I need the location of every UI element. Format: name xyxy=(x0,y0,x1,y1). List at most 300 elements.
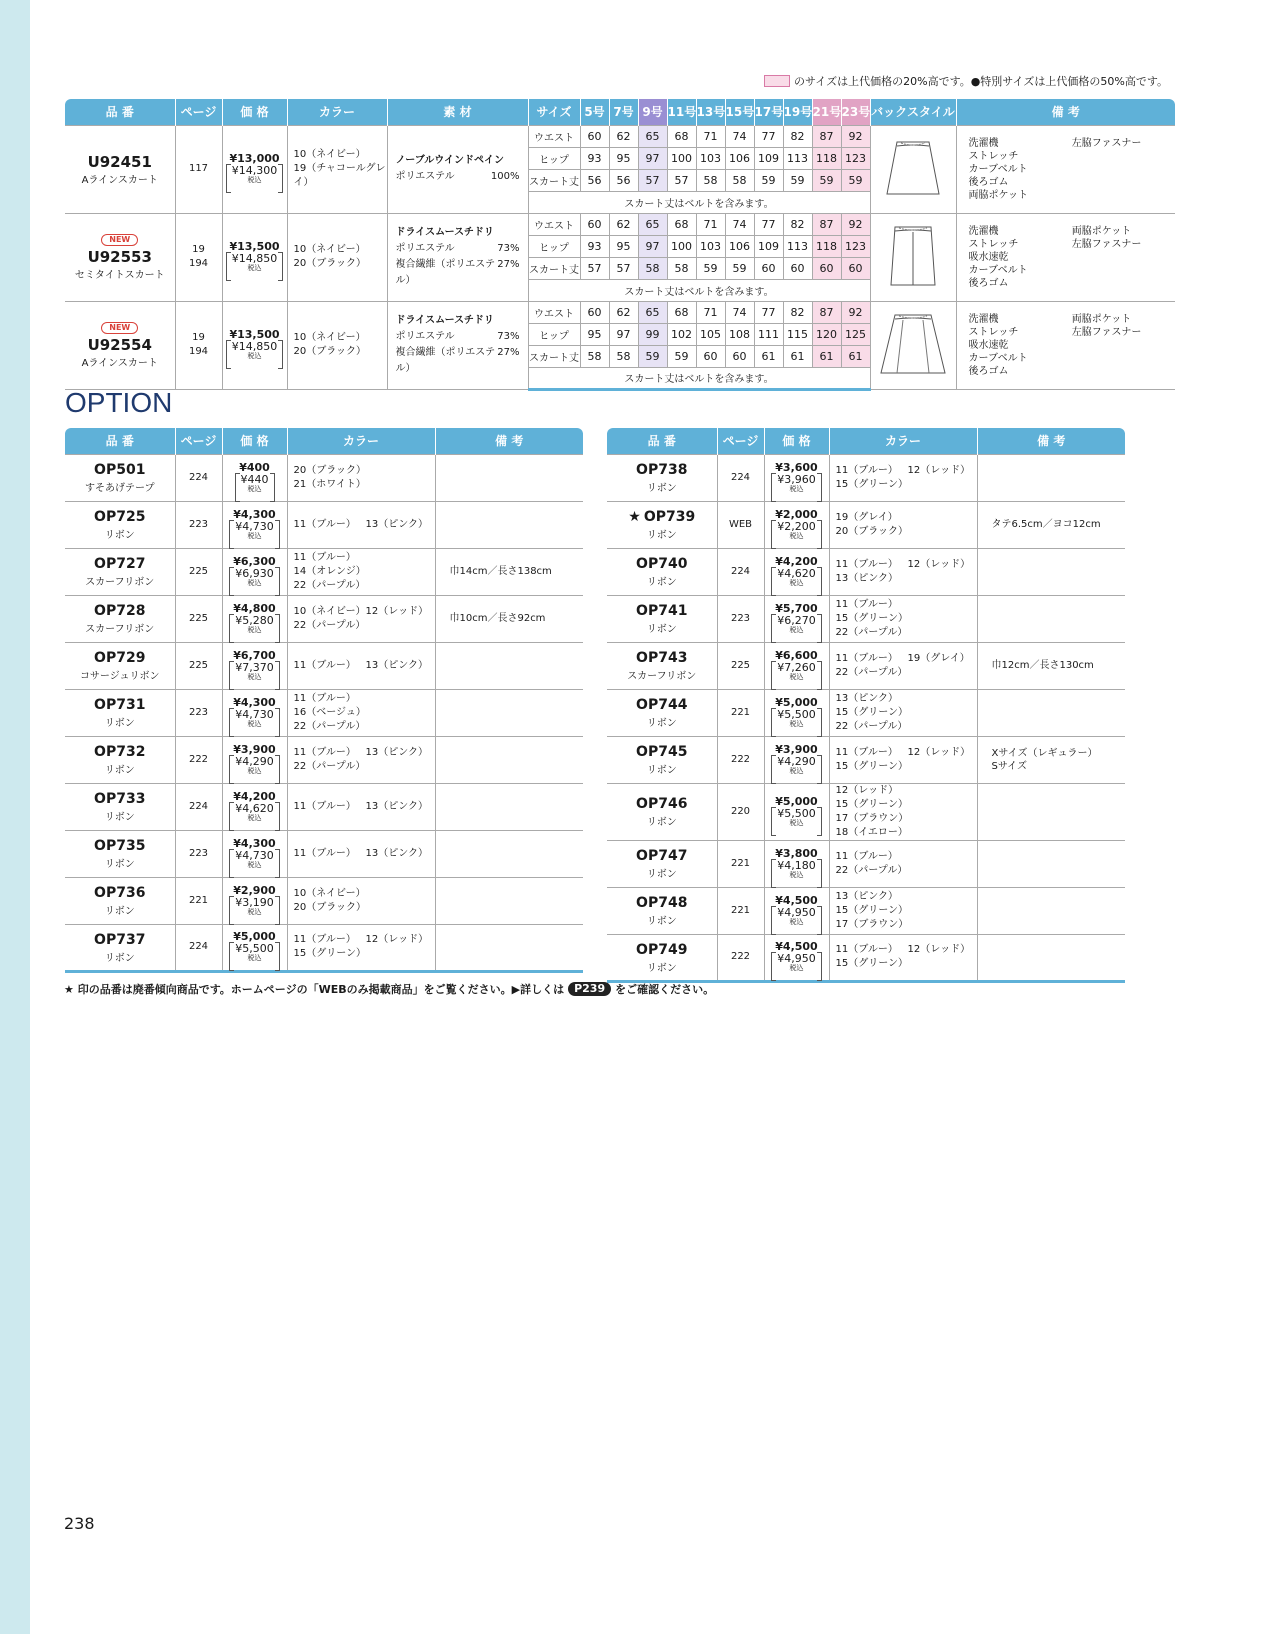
price-tax: ¥14,300 xyxy=(231,164,278,177)
price: ¥3,900 xyxy=(233,742,276,756)
colors-cell xyxy=(287,830,435,877)
product-code: U92451 xyxy=(87,152,152,171)
price-cell xyxy=(764,548,829,595)
size-value: 57 xyxy=(580,257,609,279)
size-value: 58 xyxy=(696,169,725,191)
size-value: 113 xyxy=(783,147,812,169)
material-percent: 73% xyxy=(497,331,520,342)
remark-item: 洗濯機 xyxy=(968,313,999,325)
price-tax: ¥4,290 xyxy=(777,754,816,768)
size-value: 59 xyxy=(783,169,812,191)
price-tax: ¥14,850 xyxy=(231,252,278,265)
price-tax-box xyxy=(229,521,280,540)
product-cell xyxy=(65,877,175,924)
price: ¥3,600 xyxy=(775,460,818,474)
remark-cell xyxy=(977,689,1125,736)
product-code: OP739 xyxy=(643,509,696,525)
colors-cell xyxy=(829,783,977,840)
remark-cell xyxy=(977,501,1125,548)
remark-cell xyxy=(977,548,1125,595)
remark-item: 洗濯機 xyxy=(968,225,999,237)
size-value: 60 xyxy=(754,257,783,279)
table-row xyxy=(607,783,1125,840)
color-item: 11（ブルー） xyxy=(293,551,356,563)
tax-label: 税込 xyxy=(247,954,262,962)
colors-cell xyxy=(287,924,435,971)
product-name: Aラインスカート xyxy=(81,174,158,186)
product-code: OP744 xyxy=(636,697,688,713)
size-value: 93 xyxy=(580,235,609,257)
price-tax: ¥4,730 xyxy=(235,707,274,721)
product-name: コサージュリボン xyxy=(79,671,160,682)
remark-item: 両脇ポケット xyxy=(968,189,1028,201)
price: ¥4,500 xyxy=(775,893,818,907)
tax-label: 税込 xyxy=(789,766,804,775)
product-cell xyxy=(607,736,717,783)
price-tax-box xyxy=(226,253,284,272)
price-cell xyxy=(764,689,829,736)
size-value: 95 xyxy=(609,235,638,257)
color-item: 11（ブルー） xyxy=(293,746,356,758)
price-tax-box xyxy=(771,808,822,827)
price-tax-box xyxy=(229,897,280,916)
color-item: 20（ブラック） xyxy=(293,346,367,357)
color-item: 13（ピンク） xyxy=(365,518,429,530)
table-row xyxy=(65,595,583,642)
product-cell xyxy=(65,783,175,830)
color-item: 20（ブラック） xyxy=(835,525,909,537)
tax-label: 税込 xyxy=(247,907,262,916)
product-name: リボン xyxy=(646,483,677,494)
product-name: リボン xyxy=(104,906,135,917)
table-row xyxy=(65,736,583,783)
page-cell: 223 xyxy=(175,689,222,736)
size-value: 99 xyxy=(638,323,667,345)
color-item: 11（ブルー） xyxy=(835,598,898,610)
header-cell: 21号 xyxy=(812,99,841,125)
size-label: ヒップ xyxy=(528,147,580,169)
remark-item: 後ろゴム xyxy=(968,277,1009,289)
product-name: リボン xyxy=(646,962,677,974)
colors-cell xyxy=(829,887,977,934)
header-cell: ページ xyxy=(175,428,222,454)
color-item: 16（ベージュ） xyxy=(293,706,366,718)
product-cell xyxy=(607,689,717,736)
size-value: 71 xyxy=(696,213,725,235)
size-value: 56 xyxy=(609,169,638,191)
price-tax: ¥4,730 xyxy=(235,848,274,862)
page-ref: 117 xyxy=(188,163,209,174)
tax-label: 税込 xyxy=(247,352,262,360)
color-item: 22（パープル） xyxy=(835,720,908,732)
header-cell: 備 考 xyxy=(977,428,1125,454)
remark-item xyxy=(1072,176,1175,189)
product-cell xyxy=(65,736,175,783)
star-icon: ★ xyxy=(628,509,641,525)
option-title: OPTION xyxy=(65,387,173,418)
color-item: 13（ピンク） xyxy=(365,800,429,812)
color-item: 14（オレンジ） xyxy=(293,565,366,577)
table-row xyxy=(607,736,1125,783)
page-cell: 223 xyxy=(175,830,222,877)
material-percent: 100% xyxy=(490,171,520,182)
color-item: 17（ブラウン） xyxy=(835,918,909,930)
price-tax-box xyxy=(235,474,275,493)
product-cell xyxy=(65,689,175,736)
product-name: リボン xyxy=(646,530,677,541)
size-value: 60 xyxy=(812,257,841,279)
colors-cell xyxy=(287,125,387,213)
remark-item: 後ろゴム xyxy=(968,365,1009,377)
tax-label: 税込 xyxy=(789,578,804,587)
header-cell: 19号 xyxy=(783,99,812,125)
tax-label: 税込 xyxy=(789,719,804,728)
table-row xyxy=(607,887,1125,934)
option-table-right xyxy=(607,428,1125,983)
price-tax-box xyxy=(771,756,822,775)
page-ref: 19 194 xyxy=(188,244,209,269)
price: ¥3,800 xyxy=(775,846,818,860)
size-value: 113 xyxy=(783,235,812,257)
size-value: 118 xyxy=(812,147,841,169)
page-cell: 223 xyxy=(717,595,764,642)
colors-cell xyxy=(287,642,435,689)
remarks-cell xyxy=(956,213,1175,301)
page-ref-pill[interactable]: P239 xyxy=(568,982,611,996)
colors-cell xyxy=(829,736,977,783)
price-cell xyxy=(222,642,287,689)
price-tax-box xyxy=(226,341,284,360)
size-value: 59 xyxy=(638,345,667,367)
remark-item xyxy=(1072,277,1175,290)
color-item: 15（グリーン） xyxy=(835,706,909,718)
back-style-cell xyxy=(870,125,956,213)
remark-item: ストレッチ xyxy=(968,238,1019,250)
remarks-cell xyxy=(956,125,1175,213)
size-value: 57 xyxy=(638,169,667,191)
product-code: OP725 xyxy=(94,509,146,525)
size-value: 60 xyxy=(580,213,609,235)
colors-cell xyxy=(287,783,435,830)
remark-item: 両脇ポケット xyxy=(1071,313,1132,325)
tax-label: 税込 xyxy=(247,531,262,540)
size-label: スカート丈 xyxy=(528,169,580,191)
size-value: 108 xyxy=(725,323,754,345)
size-value: 92 xyxy=(841,125,870,147)
price: ¥2,900 xyxy=(233,883,276,897)
color-item: 22（パープル） xyxy=(293,720,366,732)
product-name: リボン xyxy=(646,765,677,776)
product-cell xyxy=(607,454,717,501)
page-cell: 220 xyxy=(717,783,764,840)
size-value: 87 xyxy=(812,125,841,147)
size-value: 95 xyxy=(580,323,609,345)
size-value: 105 xyxy=(696,323,725,345)
remark-text: Xサイズ（レギュラー） Sサイズ xyxy=(991,747,1098,772)
price-tax: ¥7,260 xyxy=(777,660,816,674)
size-value: 59 xyxy=(667,345,696,367)
colors-cell xyxy=(287,689,435,736)
page-cell xyxy=(175,125,222,213)
remark-cell xyxy=(977,840,1125,887)
price-cell xyxy=(222,548,287,595)
size-value: 100 xyxy=(667,147,696,169)
price-cell xyxy=(222,595,287,642)
remark-cell xyxy=(435,642,583,689)
price: ¥5,000 xyxy=(233,930,276,943)
price-cell xyxy=(764,887,829,934)
colors-cell xyxy=(829,642,977,689)
product-cell xyxy=(65,301,175,389)
color-item: 12（レッド） xyxy=(907,464,971,476)
color-item: 22（パープル） xyxy=(835,666,908,678)
product-name: リボン xyxy=(646,817,677,828)
material-cell xyxy=(387,125,528,213)
color-item: 15（グリーン） xyxy=(835,760,909,772)
page-cell: 224 xyxy=(175,924,222,971)
color-item: 22（パープル） xyxy=(293,579,366,591)
table-row xyxy=(607,934,1125,981)
tax-label: 税込 xyxy=(789,964,804,972)
color-item: 19（グレイ） xyxy=(835,511,898,523)
tax-label: 税込 xyxy=(247,672,262,681)
price-tax: ¥4,620 xyxy=(777,566,816,580)
product-code: OP732 xyxy=(94,744,146,760)
size-value: 61 xyxy=(754,345,783,367)
legend-text: のサイズは上代価格の20%高です。●特別サイズは上代価格の50%高です。 xyxy=(794,75,1168,88)
size-label: スカート丈 xyxy=(528,257,580,279)
price-tax-box xyxy=(229,756,280,775)
size-value: 92 xyxy=(841,301,870,323)
footer-text-a: ★ 印の品番は廃番傾向商品です。ホームページの「WEBのみ掲載商品」をご覧ください。▶詳しくは xyxy=(64,983,565,996)
price-cell xyxy=(764,840,829,887)
size-value: 115 xyxy=(783,323,812,345)
price-cell xyxy=(764,783,829,840)
color-item: 22（パープル） xyxy=(293,760,366,772)
product-cell xyxy=(607,934,717,981)
color-item: 20（ブラック） xyxy=(293,258,367,269)
product-cell xyxy=(65,548,175,595)
header-cell: ページ xyxy=(717,428,764,454)
colors-cell xyxy=(287,595,435,642)
remark-item: カーブベルト xyxy=(968,352,1028,364)
size-value: 95 xyxy=(609,147,638,169)
product-name: リボン xyxy=(646,718,677,729)
material-name: ドライスムースチドリ xyxy=(395,227,494,238)
product-code: OP747 xyxy=(636,848,688,864)
colors-cell xyxy=(287,454,435,501)
color-item: 11（ブルー） xyxy=(835,850,898,862)
size-value: 97 xyxy=(609,323,638,345)
tax-label: 税込 xyxy=(247,719,262,728)
color-item: 12（レッド） xyxy=(907,558,971,570)
size-label: ヒップ xyxy=(528,323,580,345)
price-tax-box xyxy=(771,907,822,926)
table-row xyxy=(607,501,1125,548)
colors-cell xyxy=(829,595,977,642)
price-tax: ¥7,370 xyxy=(235,660,274,674)
price-tax: ¥440 xyxy=(240,472,269,486)
product-cell xyxy=(607,840,717,887)
page-ref: 19 194 xyxy=(188,332,209,357)
size-value: 93 xyxy=(580,147,609,169)
price: ¥2,000 xyxy=(775,507,818,521)
price-tax: ¥3,960 xyxy=(777,472,816,486)
table-row xyxy=(65,877,583,924)
price: ¥5,000 xyxy=(775,695,818,709)
size-value: 109 xyxy=(754,235,783,257)
remark-cell xyxy=(435,877,583,924)
material-percent: 27% xyxy=(497,259,520,270)
remark-cell xyxy=(435,595,583,642)
product-cell xyxy=(65,595,175,642)
size-value: 60 xyxy=(696,345,725,367)
product-cell xyxy=(65,213,175,301)
remark-item xyxy=(1072,251,1175,264)
price-tax: ¥14,850 xyxy=(231,340,278,353)
product-name: リボン xyxy=(646,916,677,927)
header-cell: ページ xyxy=(175,99,222,125)
size-value: 60 xyxy=(580,125,609,147)
size-label: ウエスト xyxy=(528,301,580,323)
page-cell xyxy=(175,213,222,301)
price-cell xyxy=(222,924,287,971)
remark-item xyxy=(1072,163,1175,176)
remark-cell xyxy=(435,924,583,971)
product-code: OP733 xyxy=(94,791,146,807)
color-item: 12（レッド） xyxy=(365,934,429,945)
tax-label: 税込 xyxy=(247,860,262,869)
price: ¥4,300 xyxy=(233,695,276,709)
price-tax: ¥4,950 xyxy=(777,905,816,919)
color-item: 10（ネイビー） xyxy=(293,332,366,343)
remark-item xyxy=(1072,352,1175,365)
size-value: 100 xyxy=(667,235,696,257)
price: ¥4,200 xyxy=(233,789,276,803)
size-value: 87 xyxy=(812,213,841,235)
product-code: OP729 xyxy=(94,650,146,666)
price-tax-box xyxy=(771,568,822,587)
remark-text: タテ6.5cm／ヨコ12cm xyxy=(991,519,1101,530)
size-value: 77 xyxy=(754,125,783,147)
back-style-cell xyxy=(870,301,956,389)
price-tax: ¥4,620 xyxy=(235,801,274,815)
material-cell xyxy=(387,213,528,301)
product-name: スカーフリボン xyxy=(85,577,155,588)
color-item: 11（ブルー） xyxy=(835,746,898,758)
new-badge: NEW xyxy=(101,234,138,246)
price: ¥4,800 xyxy=(233,601,276,615)
material-fiber: ポリエステル xyxy=(395,331,455,342)
table-row xyxy=(65,830,583,877)
header-cell: 価 格 xyxy=(764,428,829,454)
color-item: 22（パープル） xyxy=(835,626,908,638)
product-cell xyxy=(607,887,717,934)
remark-text: 巾10cm／長さ92cm xyxy=(449,613,546,624)
size-value: 59 xyxy=(725,257,754,279)
colors-cell xyxy=(829,454,977,501)
product-code: OP501 xyxy=(94,462,146,478)
size-value: 58 xyxy=(667,257,696,279)
size-value: 59 xyxy=(812,169,841,191)
material-fiber: ポリエステル xyxy=(395,243,455,254)
size-value: 71 xyxy=(696,301,725,323)
product-code: OP743 xyxy=(636,650,688,666)
header-cell: サイズ xyxy=(528,99,580,125)
remark-cell xyxy=(977,595,1125,642)
color-item: 15（グリーン） xyxy=(835,798,909,810)
page-cell: 224 xyxy=(717,454,764,501)
page-cell: 225 xyxy=(717,642,764,689)
product-code: OP727 xyxy=(94,556,146,572)
size-value: 74 xyxy=(725,125,754,147)
product-cell xyxy=(607,783,717,840)
size-value: 57 xyxy=(609,257,638,279)
price-cell xyxy=(222,877,287,924)
remark-item xyxy=(1072,189,1175,202)
size-value: 71 xyxy=(696,125,725,147)
color-item: 11（ブルー） xyxy=(835,558,898,570)
product-code: OP738 xyxy=(636,462,688,478)
price-tax: ¥4,290 xyxy=(235,754,274,768)
header-cell: 13号 xyxy=(696,99,725,125)
size-value: 74 xyxy=(725,301,754,323)
skirt-table xyxy=(65,99,1175,391)
price-tax-box xyxy=(771,474,822,493)
product-name: スカーフリボン xyxy=(85,624,155,635)
price: ¥6,300 xyxy=(233,554,276,568)
colors-cell xyxy=(829,934,977,981)
price-tax-box xyxy=(771,662,822,681)
price-tax: ¥3,190 xyxy=(235,895,274,909)
header-cell: 価 格 xyxy=(222,428,287,454)
price-cell xyxy=(764,454,829,501)
colors-cell xyxy=(829,501,977,548)
price: ¥400 xyxy=(239,460,270,474)
tax-label: 税込 xyxy=(247,813,262,822)
color-item: 18（イエロー） xyxy=(835,826,908,838)
color-item: 12（レッド） xyxy=(907,944,971,955)
header-cell: 備 考 xyxy=(435,428,583,454)
page-cell: 223 xyxy=(175,501,222,548)
size-label: ウエスト xyxy=(528,213,580,235)
tax-label: 税込 xyxy=(247,484,262,493)
color-item: 10（ネイビー） xyxy=(293,149,366,160)
price: ¥4,300 xyxy=(233,836,276,850)
size-value: 58 xyxy=(725,169,754,191)
color-item: 10（ネイビー） xyxy=(293,605,366,617)
color-item: 19（チャコールグレイ） xyxy=(293,163,386,188)
remark-item: 左脇ファスナー xyxy=(1071,326,1142,338)
price: ¥4,500 xyxy=(775,940,818,953)
skirt-aline-icon xyxy=(877,190,949,201)
color-item: 11（ブルー） xyxy=(293,659,356,671)
size-value: 97 xyxy=(638,147,667,169)
remark-cell xyxy=(435,830,583,877)
size-value: 56 xyxy=(580,169,609,191)
tax-label: 税込 xyxy=(247,625,262,634)
size-value: 82 xyxy=(783,125,812,147)
price: ¥5,000 xyxy=(775,794,818,808)
tax-label: 税込 xyxy=(789,818,804,827)
header-cell: 品 番 xyxy=(65,99,175,125)
size-value: 65 xyxy=(638,125,667,147)
product-code: OP728 xyxy=(94,603,146,619)
remark-cell xyxy=(435,501,583,548)
size-value: 60 xyxy=(783,257,812,279)
new-badge: NEW xyxy=(101,322,138,334)
header-cell: 23号 xyxy=(841,99,870,125)
